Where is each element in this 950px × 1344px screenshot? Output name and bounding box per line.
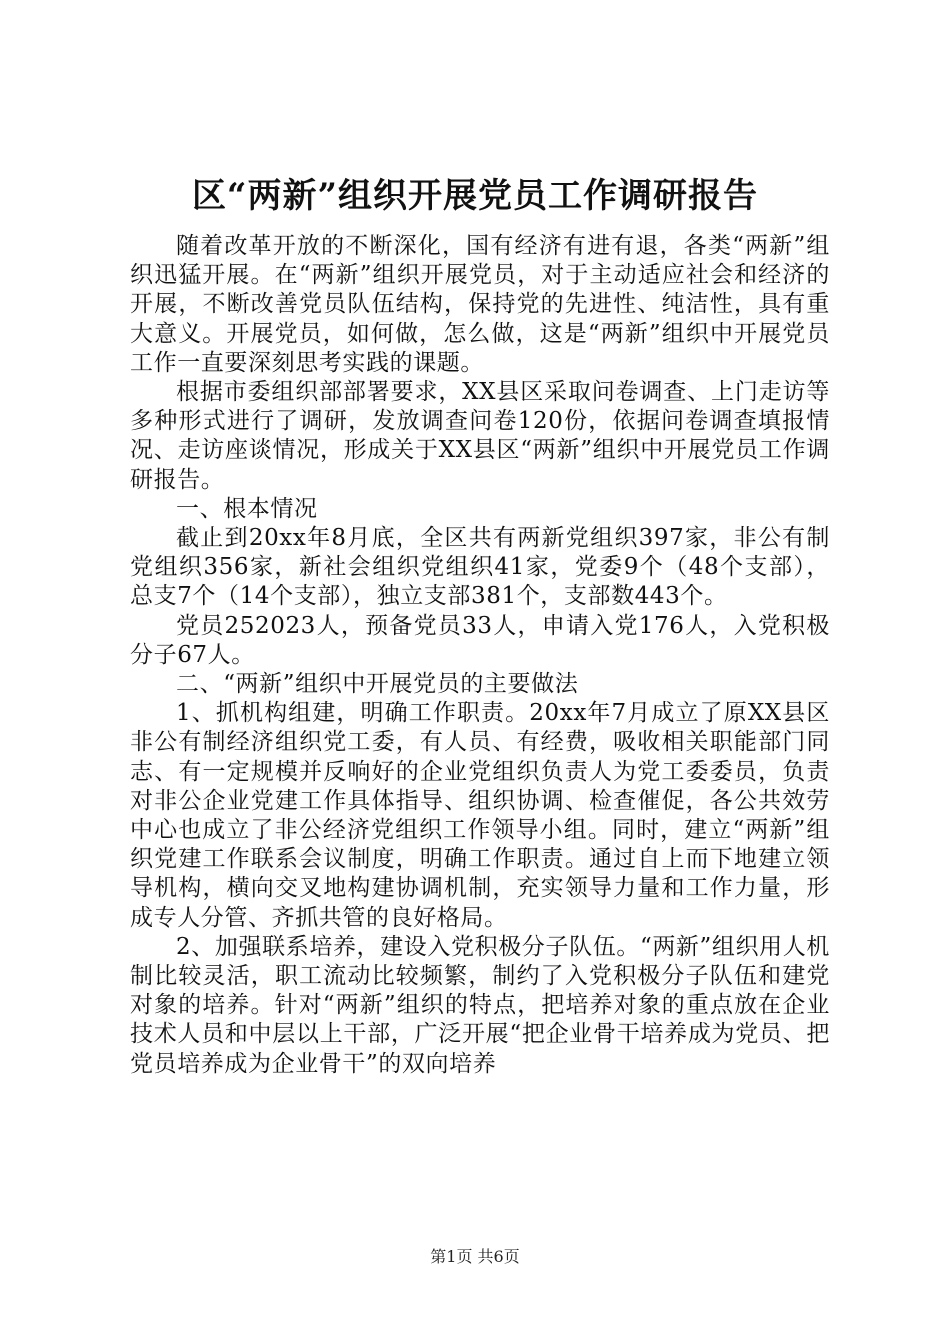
document-body — [130, 232, 830, 1079]
section-heading-basic: 一、根本情况 — [176, 495, 318, 522]
page-footer: 第1页 共6页 — [430, 1247, 520, 1266]
paragraph-practice-2: 2、加强联系培养，建设入党积极分子队伍。“两新”组织用人机制比较灵活，职工流动比较频繁，制约了入党积极分子队伍和建党对象的培养。针对“两新”组织的特点，把培养对象的重点放在企业技术人员和中层以上干部，广泛开展“把企业骨干培养成为党员、把党员培养成为企业骨干”的双向培养 — [130, 933, 830, 1077]
paragraph-member-stats: 党员252023人，预备党员33人，申请入党176人，入党积极分子67人。 — [130, 612, 830, 668]
paragraph-intro: 随着改革开放的不断深化，国有经济有进有退，各类“两新”组织迅猛开展。在“两新”组织开展党员，对于主动适应社会和经济的开展，不断改善党员队伍结构，保持党的先进性、纯洁性，具有重大意义。开展党员，如何做，怎么做，这是“两新”组织中开展党员工作一直要深刻思考实践的课题。 — [130, 233, 830, 376]
document-title: 区“两新”组织开展党员工作调研报告 — [191, 176, 759, 216]
paragraph-org-stats: 截止到20xx年8月底，全区共有两新党组织397家，非公有制党组织356家，新社会组织党组织41家，党委9个（48个支部），总支7个（14个支部），独立支部381个，支部数443个。 — [130, 525, 830, 610]
section-heading-practices: 二、“两新”组织中开展党员的主要做法 — [176, 671, 579, 698]
paragraph-practice-1: 1、抓机构组建，明确工作职责。20xx年7月成立了原XX县区非公有制经济组织党工委，有人员、有经费，吸收相关职能部门同志、有一定规模并反响好的企业党组织负责人为党工委委员，负责对非公企业党建工作具体指导、组织协调、检查催促，各公共效劳中心也成立了非公经济党组织工作领导小组。同时，建立“两新”组织党建工作联系会议制度，明确工作职责。通过自上而下地建立领导机构，横向交叉地构建协调机制，充实领导力量和工作力量，形成专人分管、齐抓共管的良好格局。 — [130, 700, 830, 931]
paragraph-method: 根据市委组织部部署要求，XX县区采取问卷调查、上门走访等多种形式进行了调研，发放调查问卷120份，依据问卷调查填报情况、走访座谈情况，形成关于XX县区“两新”组织中开展党员工作调研报告。 — [130, 379, 830, 493]
